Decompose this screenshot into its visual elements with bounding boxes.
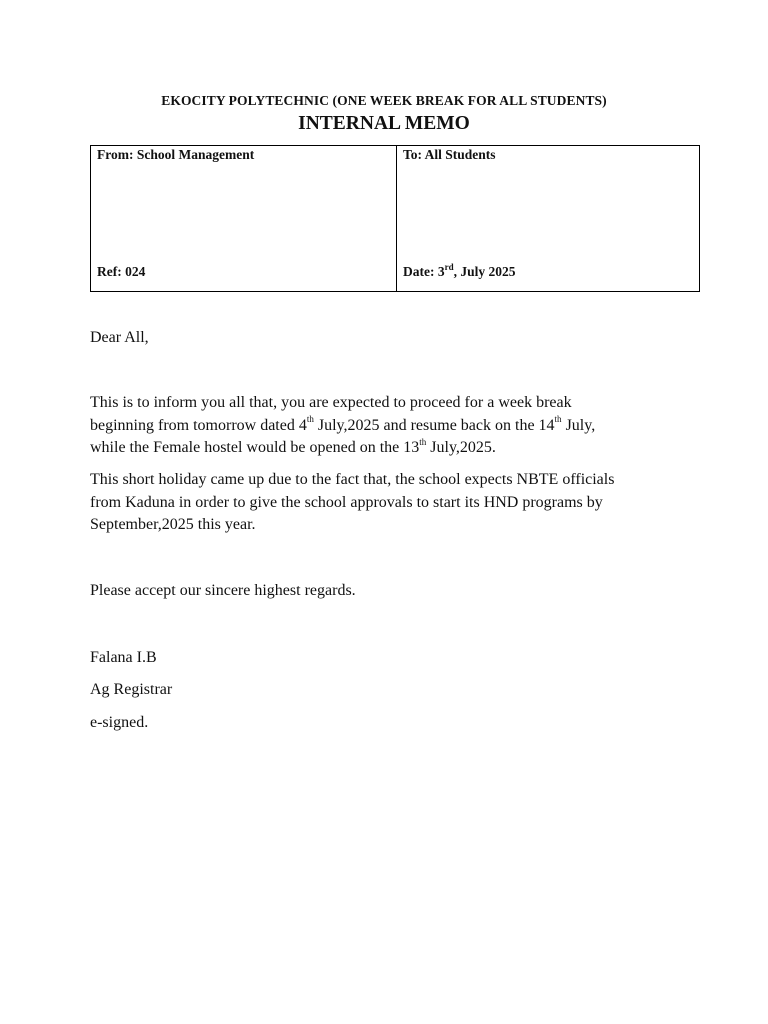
paragraph-2-line-1: This short holiday came up due to the fact that, the school expects NBTE officials [90,471,615,488]
signatory-name: Falana I.B [90,649,157,666]
ordinal: th [554,414,562,425]
ordinal: th [419,436,427,447]
paragraph-2 [90,469,614,537]
date-field [403,261,516,280]
date-ordinal: rd [444,261,454,272]
to-field: To: All Students [403,147,496,162]
institution-heading: EKOCITY POLYTECHNIC (ONE WEEK BREAK FOR ALL STUDENTS) [161,93,607,108]
closing-regards: Please accept our sincere highest regards. [90,582,356,599]
date-suffix: , July 2025 [453,264,516,279]
paragraph-1 [90,392,595,460]
date-prefix: Date: 3 [403,264,445,279]
line-text: July,2025. [426,439,496,456]
paragraph-1-line-1: This is to inform you all that, you are expected to proceed for a week break [90,394,572,411]
line-text: July,2025 and resume back on the 14 [313,416,555,434]
from-field: From: School Management [97,147,255,162]
line-text: while the Female hostel would be opened on the 13 [90,439,420,456]
ordinal: th [306,414,314,425]
signatory-title: Ag Registrar [90,681,173,698]
salutation: Dear All, [90,329,149,346]
paragraph-2-line-2: from Kaduna in order to give the school approvals to start its HND programs by [90,493,603,511]
line-text: beginning from tomorrow dated 4 [90,416,307,434]
memo-header-table [90,145,700,292]
memo-title: INTERNAL MEMO [298,113,470,134]
table-divider [396,146,397,291]
paragraph-1-line-3 [90,437,595,460]
signature-note: e-signed. [90,714,149,731]
ref-field: Ref: 024 [97,264,146,279]
line-text: July, [561,416,596,434]
paragraph-1-line-2 [90,415,595,438]
paragraph-2-line-3: September,2025 this year. [90,516,256,533]
